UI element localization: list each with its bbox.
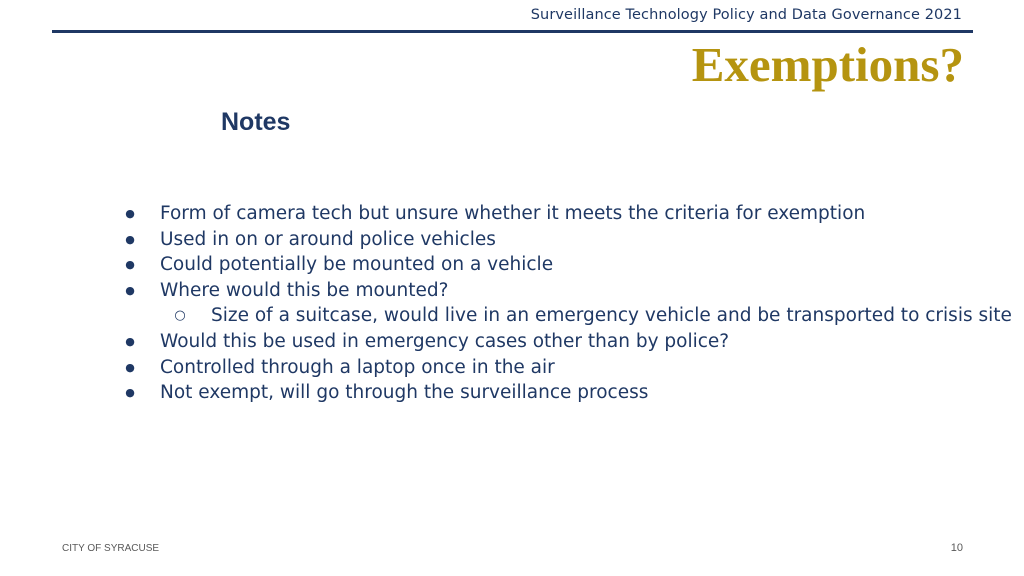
bullet-item — [120, 380, 1012, 406]
bullet-dot-icon: ● — [125, 232, 135, 246]
sub-bullet-item — [120, 303, 1012, 329]
bullet-text: Size of a suitcase, would live in an emergency vehicle and be transported to crisis site — [211, 305, 1012, 327]
bullet-item — [120, 201, 1012, 227]
notes-list — [120, 201, 1012, 406]
bullet-dot-icon: ● — [125, 258, 135, 272]
bullet-text: Controlled through a laptop once in the air — [160, 356, 555, 378]
bullet-text: Would this be used in emergency cases other than by police? — [160, 330, 730, 352]
bullet-item — [120, 252, 1012, 278]
bullet-text: Where would this be mounted? — [160, 279, 449, 301]
footer-org: CITY OF SYRACUSE — [62, 543, 160, 554]
page-number: 10 — [950, 542, 963, 554]
bullet-circle-icon: ○ — [174, 308, 186, 324]
bullet-item — [120, 355, 1012, 381]
notes-heading: Notes — [221, 108, 291, 136]
bullet-item — [120, 227, 1012, 253]
header-text: Surveillance Technology Policy and Data Governance 2021 — [530, 7, 962, 23]
bullet-dot-icon: ● — [125, 334, 135, 348]
bullet-dot-icon: ● — [125, 207, 135, 220]
bullet-dot-icon: ● — [125, 283, 135, 297]
bullet-text: Could potentially be mounted on a vehicle — [160, 254, 554, 276]
bullet-text: Form of camera tech but unsure whether it meets the criteria for exemption — [160, 203, 866, 224]
bullet-item — [120, 329, 1012, 355]
header-divider — [52, 30, 973, 33]
bullet-text: Used in on or around police vehicles — [160, 228, 496, 250]
bullet-text: Not exempt, will go through the surveillance process — [160, 382, 649, 404]
slide-title: Exemptions? — [691, 37, 964, 92]
bullet-item — [120, 278, 1012, 304]
bullet-dot-icon: ● — [125, 360, 135, 374]
bullet-dot-icon: ● — [125, 386, 135, 400]
